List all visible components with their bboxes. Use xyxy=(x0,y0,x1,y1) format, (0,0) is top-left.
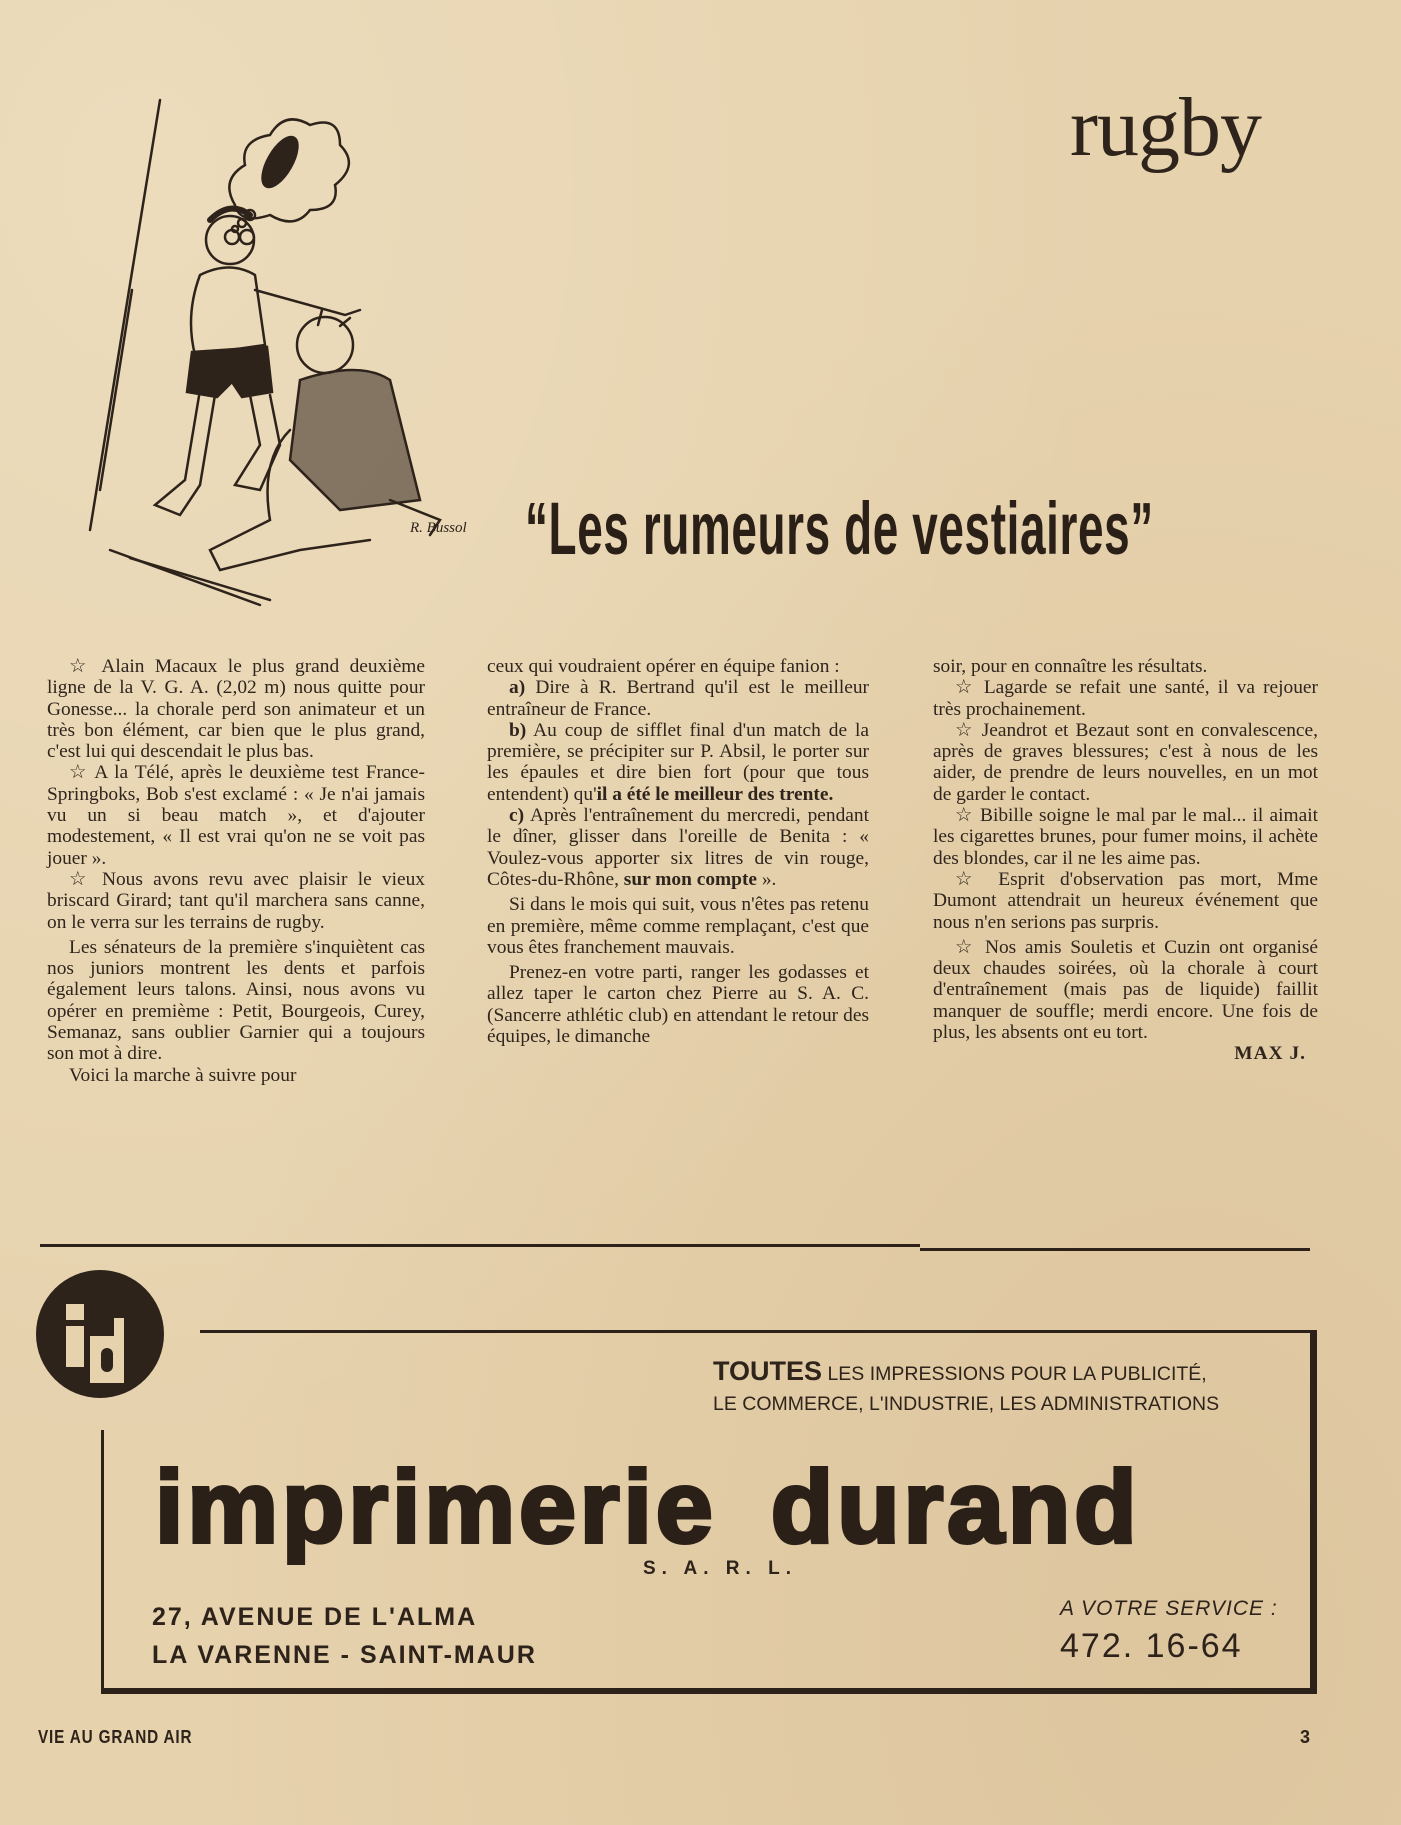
rugby-ball-icon xyxy=(256,132,305,192)
star-icon: ☆ xyxy=(955,677,976,699)
list-item: b) Au coup de sifflet final d'un match de la première, se précipiter sur P. Absil, le porter sur les épaules et dire bien fort (pour que tous entendent) qu'il a été le meilleur des trente. xyxy=(487,719,870,805)
paragraph: ☆ Alain Macaux le plus grand deuxième ligne de la V. G. A. (2,02 m) nous quitte pour Gonesse... la chorale perd son animateur et un très bon élément, car bien que le plus grand, c'est lui qui descendait le plus bas. xyxy=(47,656,425,763)
star-icon: ☆ xyxy=(69,762,89,784)
paragraph: ☆ Jeandrot et Bezaut sont en convalescence, après de graves blessures; c'est à nous de les aider, de prendre de leurs nouvelles, en un mot de garder le contact. xyxy=(933,719,1318,805)
ad-border xyxy=(1310,1330,1317,1694)
list-item: c) Après l'entraînement du mercredi, pendant le dîner, glisser dans l'oreille de Benita : « Voulez-vous apporter six litres de vin rouge, Côtes-du-Rhône, sur mon compte ». xyxy=(487,805,869,890)
star-icon: ☆ xyxy=(69,656,92,677)
star-icon: ☆ xyxy=(955,936,977,958)
star-icon: ☆ xyxy=(955,719,975,741)
publication-name: VIE AU GRAND AIR xyxy=(38,1727,193,1747)
star-icon: ☆ xyxy=(69,868,92,890)
section-title: rugby xyxy=(1070,81,1261,174)
paragraph: ☆ A la Télé, après le deuxième test France-Springboks, Bob s'est exclamé : « Je n'ai jamais vu un si beau match », et d'ajouter modestement, « Il est vrai qu'on ne se voit pas jouer ». xyxy=(47,762,425,869)
sitting-player-head xyxy=(297,317,353,373)
player-jersey xyxy=(191,268,265,356)
author-signature-line xyxy=(933,1043,1318,1064)
ad-brand-name: imprimerie durand xyxy=(155,1450,1141,1564)
player-head xyxy=(206,216,254,264)
paragraph: soir, pour en connaître les résultats. xyxy=(933,656,1208,677)
ad-address: 27, AVENUE DE L'ALMA LA VARENNE - SAINT-MAUR xyxy=(152,1603,537,1669)
sitting-player-jersey xyxy=(290,370,420,510)
paragraph: Si dans le mois qui suit, vous n'êtes pas retenu en première, même comme remplaçant, c'est que vous êtes franchement mauvais. xyxy=(487,894,869,958)
author-name: MAX J. xyxy=(1234,1043,1306,1065)
paragraph: ☆ Esprit d'observation pas mort, Mme Dumont attendrait un heureux événement que nous n'en serions pas surpris. xyxy=(933,868,1318,933)
ad-border xyxy=(101,1430,104,1690)
ad-border xyxy=(101,1688,1317,1694)
paragraph: ☆ Nos amis Souletis et Cuzin ont organisé deux chaudes soirées, où la chorale à court d'entraînement (mais pas de liquide) faillit manquer de souffle; merdi encore. Une fois de plus, les absents ont eu tort. xyxy=(933,936,1318,1044)
section-divider xyxy=(40,1244,920,1247)
paragraph: ☆ Bibille soigne le mal par le mal... il aimait les cigarettes brunes, pour fumer moins, il achète des blondes, car il ne les aime pas. xyxy=(933,805,1318,869)
illustrator-signature: R. Bussol xyxy=(410,520,467,536)
section-divider xyxy=(920,1248,1310,1251)
paragraph: ☆ Nous avons revu avec plaisir le vieux briscard Girard; tant qu'il marchera sans canne, on le verra sur les terrains de rugby. xyxy=(47,868,425,933)
star-icon: ☆ xyxy=(955,805,974,827)
article-column-1 xyxy=(47,656,425,1086)
page-number: 3 xyxy=(1300,1727,1311,1747)
paragraph: Voici la marche à suivre pour xyxy=(69,1064,297,1086)
paragraph: ceux qui voudraient opérer en équipe fanion : xyxy=(487,656,840,677)
ad-tagline: TOUTES LES IMPRESSIONS POUR LA PUBLICITÉ, LE COMMERCE, L'INDUSTRIE, LES ADMINISTRATIONS xyxy=(713,1356,1220,1415)
star-icon: ☆ xyxy=(955,868,983,890)
paragraph: Les sénateurs de la première s'inquiètent cas nos juniors montrent les dents et parfois également leurs talons. Ainsi, nous avons vu opérer en premième : Petit, Bourgeois, Curey, Semanaz, sans oublier Garnier qui a toujours son mot à dire. xyxy=(47,936,425,1065)
list-item: a) Dire à R. Bertrand qu'il est le meilleur entraîneur de France. xyxy=(487,677,869,720)
goal-post-line xyxy=(100,290,132,490)
paragraph: Prenez-en votre parti, ranger les godasses et allez taper le carton chez Pierre au S. A. C. (Sancerre athlétic club) en attendant le retour des équipes, le dimanche xyxy=(487,962,869,1048)
cartoon-illustration xyxy=(60,90,510,610)
article-column-2 xyxy=(487,656,869,1047)
ad-border xyxy=(200,1330,1315,1333)
paragraph: ☆ Lagarde se refait une santé, il va rejouer très prochainement. xyxy=(933,677,1318,720)
ad-legal-form: S. A. R. L. xyxy=(643,1558,797,1579)
article-column-3 xyxy=(933,656,1318,1065)
ad-phone-number: 472. 16-64 xyxy=(1060,1627,1243,1665)
ad-service-label: A VOTRE SERVICE : xyxy=(1060,1597,1278,1620)
article-headline: “Les rumeurs de vestiaires” xyxy=(525,487,1154,570)
ground-line xyxy=(130,558,270,600)
printer-logo xyxy=(36,1270,164,1398)
goal-post-line xyxy=(90,100,160,530)
